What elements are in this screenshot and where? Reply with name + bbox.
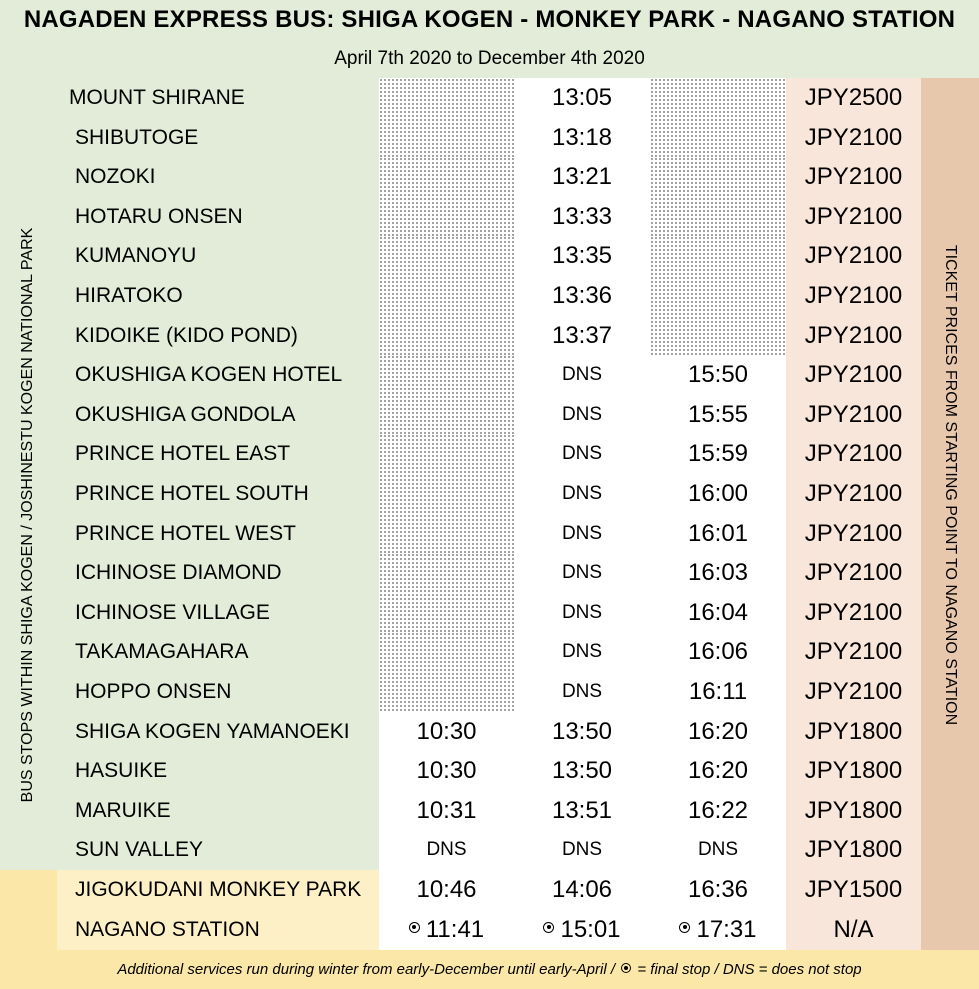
timetable [57,78,921,950]
departure-time-2: 14:06 [514,870,650,910]
departure-time-2 [514,910,650,950]
departure-time-3: 16:22 [650,791,786,831]
ticket-price: N/A [786,910,921,950]
departure-time-1 [379,910,514,950]
departure-time-2: DNS [514,514,650,554]
final-stop-icon [409,922,420,933]
stop-name: KUMANOYU [57,236,379,276]
departure-time-1 [379,276,514,316]
stop-name: OKUSHIGA KOGEN HOTEL [57,355,379,395]
table-row [57,870,921,910]
stop-name: MOUNT SHIRANE [57,78,379,118]
departure-time-1 [379,197,514,237]
table-row [57,672,921,712]
stop-name: ICHINOSE DIAMOND [57,553,379,593]
ticket-price: JPY2100 [786,593,921,633]
stop-name: PRINCE HOTEL EAST [57,434,379,474]
table-row [57,593,921,633]
ticket-price: JPY1800 [786,791,921,831]
departure-time-3 [650,276,786,316]
table-row [57,197,921,237]
departure-time-3: 16:00 [650,474,786,514]
table-row [57,553,921,593]
departure-time-2: DNS [514,434,650,474]
departure-time-1 [379,672,514,712]
stop-name: KIDOIKE (KIDO POND) [57,316,379,356]
departure-time-2: 13:37 [514,316,650,356]
stop-name: JIGOKUDANI MONKEY PARK [57,870,379,910]
ticket-price: JPY2500 [786,78,921,118]
departure-time-1 [379,632,514,672]
departure-time-1 [379,434,514,474]
table-row [57,118,921,158]
departure-time-1: 10:46 [379,870,514,910]
departure-time-2: DNS [514,672,650,712]
date-range: April 7th 2020 to December 4th 2020 [334,48,645,69]
departure-time-2: DNS [514,474,650,514]
ticket-price: JPY1800 [786,751,921,791]
departure-time-3: 15:59 [650,434,786,474]
ticket-price: JPY2100 [786,474,921,514]
departure-time-1 [379,78,514,118]
table-row [57,751,921,791]
ticket-price: JPY2100 [786,514,921,554]
stop-name: HOTARU ONSEN [57,197,379,237]
departure-time-2: 13:21 [514,157,650,197]
ticket-price: JPY2100 [786,316,921,356]
departure-time-2: DNS [514,553,650,593]
table-row [57,434,921,474]
stop-name: TAKAMAGAHARA [57,632,379,672]
ticket-price: JPY2100 [786,276,921,316]
departure-time-1: 10:30 [379,712,514,752]
table-row [57,514,921,554]
ticket-price: JPY2100 [786,395,921,435]
departure-time-2: 13:18 [514,118,650,158]
departure-time-3: 16:20 [650,712,786,752]
table-row [57,355,921,395]
departure-time-3 [650,78,786,118]
departure-time-2: 13:33 [514,197,650,237]
departure-time-3: DNS [650,830,786,870]
final-stop-icon [679,922,690,933]
departure-time-2: 13:05 [514,78,650,118]
ticket-price: JPY2100 [786,236,921,276]
stop-name: SHIBUTOGE [57,118,379,158]
departure-time-3: 16:06 [650,632,786,672]
departure-time-1 [379,316,514,356]
table-row [57,830,921,870]
departure-time-3 [650,316,786,356]
ticket-price: JPY2100 [786,553,921,593]
stop-name: HASUIKE [57,751,379,791]
departure-time-2: 13:50 [514,712,650,752]
ticket-price: JPY1500 [786,870,921,910]
stop-name: MARUIKE [57,791,379,831]
departure-time-3: 16:20 [650,751,786,791]
departure-time-3 [650,157,786,197]
footer-text-start: Additional services run during winter from early-December until early-April / [117,961,620,978]
stop-name: SUN VALLEY [57,830,379,870]
departure-time-1: 10:30 [379,751,514,791]
time-value: 15:01 [560,915,621,943]
ticket-price-label: TICKET PRICES FROM STARTING POINT TO NAGANO STATION [942,244,959,726]
departure-time-1 [379,593,514,633]
time-value: 11:41 [425,915,485,943]
departure-time-3: 15:50 [650,355,786,395]
ticket-price: JPY2100 [786,197,921,237]
table-row [57,276,921,316]
ticket-price: JPY2100 [786,672,921,712]
table-row [57,78,921,118]
departure-time-3 [650,197,786,237]
footer-note [0,950,979,989]
stop-name: SHIGA KOGEN YAMANOEKI [57,712,379,752]
departure-time-2: 13:35 [514,236,650,276]
stop-name: PRINCE HOTEL SOUTH [57,474,379,514]
departure-time-2: DNS [514,355,650,395]
stop-name: NAGANO STATION [57,910,379,950]
departure-time-3: 15:55 [650,395,786,435]
stop-name: HOPPO ONSEN [57,672,379,712]
departure-time-2: DNS [514,830,650,870]
stop-name: NOZOKI [57,157,379,197]
final-stop-icon [543,922,554,933]
ticket-price: JPY2100 [786,355,921,395]
national-park-label: BUS STOPS WITHIN SHIGA KOGEN / JOSHINESTU KOGEN NATIONAL PARK [19,227,36,803]
final-stop-icon [621,963,631,973]
departure-time-2: 13:51 [514,791,650,831]
stop-name: OKUSHIGA GONDOLA [57,395,379,435]
stop-name: ICHINOSE VILLAGE [57,593,379,633]
ticket-price: JPY2100 [786,434,921,474]
table-row [57,791,921,831]
table-row [57,712,921,752]
left-band-lower [0,870,57,950]
departure-time-3 [650,910,786,950]
ticket-price: JPY2100 [786,118,921,158]
table-row [57,236,921,276]
departure-time-2: DNS [514,395,650,435]
ticket-price: JPY2100 [786,157,921,197]
time-value: 17:31 [696,915,757,943]
departure-time-3: 16:36 [650,870,786,910]
stop-name: HIRATOKO [57,276,379,316]
departure-time-3: 16:11 [650,672,786,712]
departure-time-2: 13:36 [514,276,650,316]
ticket-price: JPY1800 [786,830,921,870]
header [0,0,979,78]
departure-time-1 [379,395,514,435]
departure-time-2: 13:50 [514,751,650,791]
departure-time-3: 16:01 [650,514,786,554]
departure-time-2: DNS [514,632,650,672]
departure-time-1 [379,355,514,395]
departure-time-3 [650,118,786,158]
table-row [57,157,921,197]
departure-time-1 [379,514,514,554]
stop-name: PRINCE HOTEL WEST [57,514,379,554]
departure-time-1 [379,118,514,158]
departure-time-1: DNS [379,830,514,870]
table-row [57,474,921,514]
table-row [57,910,921,950]
table-row [57,632,921,672]
departure-time-1: 10:31 [379,791,514,831]
departure-time-1 [379,157,514,197]
departure-time-1 [379,474,514,514]
departure-time-1 [379,236,514,276]
ticket-price: JPY2100 [786,632,921,672]
departure-time-2: DNS [514,593,650,633]
table-row [57,316,921,356]
departure-time-3: 16:03 [650,553,786,593]
ticket-price: JPY1800 [786,712,921,752]
departure-time-1 [379,553,514,593]
page-title: NAGADEN EXPRESS BUS: SHIGA KOGEN - MONKEY PARK - NAGANO STATION [23,6,956,33]
departure-time-3 [650,236,786,276]
footer-text-end: = final stop / DNS = does not stop [633,961,862,978]
departure-time-3: 16:04 [650,593,786,633]
table-row [57,395,921,435]
